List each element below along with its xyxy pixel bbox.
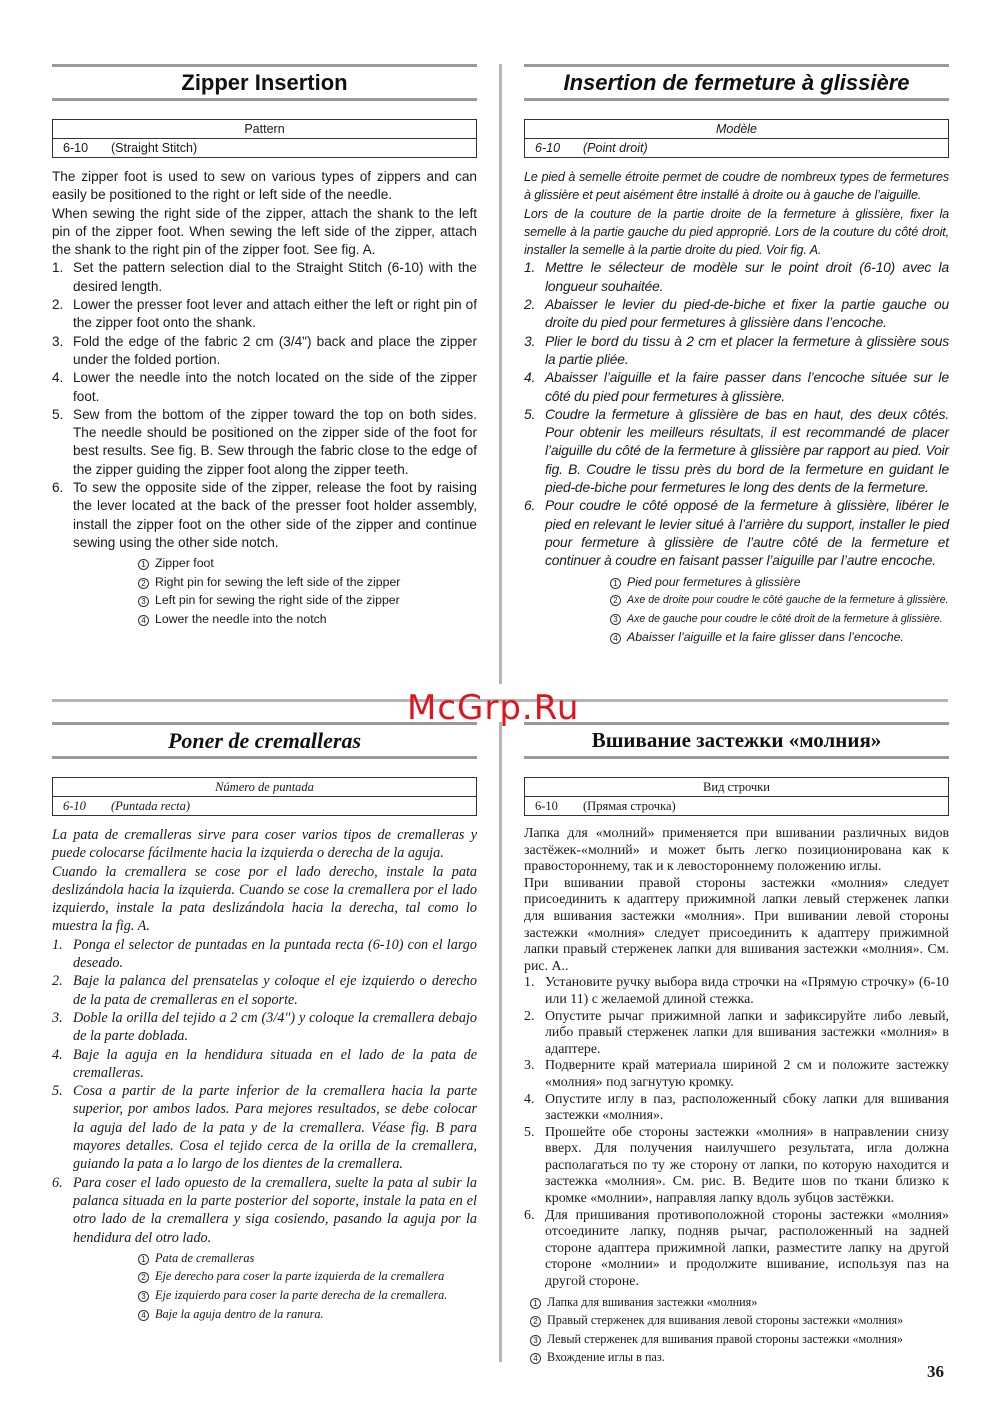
- circled-number-icon: 4: [138, 615, 149, 626]
- step-item: 2. Опустите рычаг прижимной лапки и зафиксируйте либо левый, либо правый стерженек лапки для вшивания застежки «молния» в адаптере.: [524, 1008, 949, 1057]
- pattern-table-english: [52, 119, 477, 158]
- step-item: 2. Lower the presser foot lever and attach either the left or right pin of the zipper foot onto the shank.: [52, 297, 477, 331]
- intro-paragraph: При вшивании правой стороны застежки «молния» следует присоединить к адаптеру прижимной лапки левый стерженек лапки для вшивания застежки «молния». При вшивании левой стороны застежки «молния» следует присоединить к адаптеру прижимной лапки правый стерженек лапки для вшивания застежки «молния». См. рис. А..: [524, 875, 949, 974]
- pattern-table-spanish: [52, 777, 477, 816]
- step-item: 3. Doble la orilla del tejido a 2 cm (3/4") y coloque la cremallera debajo de la parte doblada.: [52, 1009, 477, 1045]
- pattern-table-row: [525, 139, 949, 158]
- watermark: McGrp.Ru: [407, 688, 580, 728]
- step-item: 6. Для пришивания противоположной стороны застежки «молния» отсоедините лапку, подняв рычаг, расположенный на задней стороне адаптера прижимной лапки, разместите лапку на другой стороне «молнии» и продолжите вшивание, используя паз на другой стороне.: [524, 1207, 949, 1290]
- callout-item: 2 Right pin for sewing the left side of the zipper: [138, 573, 477, 592]
- pattern-table-header: Вид строчки: [525, 778, 949, 797]
- callout-list-spanish: [138, 1249, 477, 1323]
- circled-number-icon: 1: [610, 578, 621, 589]
- pattern-table-french: [524, 119, 949, 158]
- callout-item: 1 Лапка для вшивания застежки «молния»: [530, 1293, 949, 1312]
- callout-item: 4 Abaisser l’aiguille et la faire glisser dans l’encoche.: [610, 628, 949, 647]
- pattern-code: 6-10: [63, 141, 89, 155]
- step-item: 4. Lower the needle into the notch located on the side of the zipper foot.: [52, 370, 477, 404]
- callout-item: 4 Baje la aguja dentro de la ranura.: [138, 1305, 477, 1324]
- step-item: 4. Baje la aguja en la hendidura situada en el lado de la pata de cremalleras.: [52, 1046, 477, 1081]
- step-item: 1. Ponga el selector de puntadas en la puntada recta (6-10) con el largo deseado.: [52, 936, 477, 972]
- callout-item: 1 Zipper foot: [138, 554, 477, 573]
- callout-list-english: [138, 554, 477, 628]
- callout-item: 3 Axe de gauche pour coudre le côté droit de la fermeture à glissière.: [610, 610, 949, 629]
- callout-item: 3 Левый стерженек для вшивания правой стороны застежки «молния»: [530, 1330, 949, 1349]
- section-russian: [524, 722, 949, 1367]
- callout-item: 3 Eje izquierdo para coser la parte derecha de la cremallera.: [138, 1286, 477, 1305]
- circled-number-icon: 3: [138, 596, 149, 607]
- callout-item: 1 Pied pour fermetures à glissière: [610, 573, 949, 592]
- circled-number-icon: 2: [610, 595, 621, 606]
- step-item: 6. Pour coudre le côté opposé de la fermeture à glissière, libérer le pied en relevant le levier situé à l’arrière du support, installer le pied pour fermeture à glissière de l’autre côté de la fermeture et continuer à coudre en faisant passer l’aiguille par l’autre encoche.: [524, 498, 949, 569]
- callout-item: 3 Left pin for sewing the right side of the zipper: [138, 591, 477, 610]
- step-item: 2. Baje la palanca del prensatelas y coloque el eje izquierdo o derecho de la pata de cremalleras en el soporte.: [52, 973, 477, 1008]
- intro-paragraph: Le pied à semelle étroite permet de coudre de nombreux types de fermetures à glissière et peut aisément être installé à droite ou à gauche de l’aiguille.: [524, 170, 949, 203]
- section-title-spanish: Poner de cremalleras: [52, 722, 477, 759]
- circled-number-icon: 4: [530, 1353, 541, 1364]
- intro-paragraph: La pata de cremalleras sirve para coser varios tipos de cremalleras y puede colocarse fácilmente hacia la izquierda o derecha de la aguja.: [52, 827, 477, 862]
- step-item: 1. Установите ручку выбора вида строчки на «Прямую строчку» (6-10 или 11) с желаемой длиной стежка.: [524, 975, 949, 1007]
- circled-number-icon: 4: [138, 1310, 149, 1321]
- step-item: 1. Mettre le sélecteur de modèle sur le point droit (6-10) avec la longueur souhaitée.: [524, 260, 949, 294]
- intro-paragraph: When sewing the right side of the zipper, attach the shank to the left pin of the zipper foot. When sewing the left side of the zipper, attach the shank to the right pin of the zipper foot. See fig. A.: [52, 205, 477, 258]
- pattern-table-header: Modèle: [525, 120, 949, 139]
- section-english: [52, 64, 477, 629]
- pattern-code: 6-10: [63, 798, 86, 813]
- circled-number-icon: 3: [610, 614, 621, 625]
- intro-paragraph: The zipper foot is used to sew on various types of zippers and can easily be positioned to the right or left side of the needle.: [52, 169, 477, 203]
- pattern-table-header: Número de puntada: [53, 778, 477, 797]
- pattern-stitch: (Puntada recta): [111, 798, 191, 813]
- step-item: 6. Para coser el lado opuesto de la cremallera, suelte la pata al subir la palanca situada en la parte posterior del soporte, instale la pata en el otro lado de la cremallera y siga cosiendo, pasando la aguja por la hendidura del otro lado.: [52, 1174, 477, 1246]
- step-item: 5. Sew from the bottom of the zipper toward the top on both sides. The needle should be positioned on the zipper side of the foot for best results. See fig. B. Sew through the fabric close to the edge of the zipper guiding the zipper foot along the zipper teeth.: [52, 406, 477, 477]
- pattern-table-russian: [524, 777, 949, 816]
- step-item: 4. Abaisser l’aiguille et la faire passer dans l’encoche située sur le côté du pied pour fermetures à glissière.: [524, 370, 949, 404]
- circled-number-icon: 4: [610, 633, 621, 644]
- step-item: 2. Abaisser le levier du pied-de-biche et fixer la partie gauche ou droite du pied pour fermetures à glissière dans l’encoche.: [524, 297, 949, 331]
- circled-number-icon: 2: [138, 578, 149, 589]
- callout-item: 2 Axe de droite pour coudre le côté gauche de la fermeture à glissière.: [610, 591, 949, 610]
- callout-item: 4 Вхождение иглы в паз.: [530, 1348, 949, 1367]
- body-text-english: [52, 168, 477, 552]
- column-divider-bottom: [499, 722, 502, 1362]
- circled-number-icon: 1: [138, 559, 149, 570]
- pattern-table-row: [525, 797, 949, 816]
- step-item: 5. Прошейте обе стороны застежки «молния» в направлении снизу вверх. Для получения наилучшего результата, игла должна располагаться по ту же сторону от лапки, по которую находится и застежка «молния». См. рис. В. Ведите шов по ткани близко к кромке «молнии», направляя лапку вдоль зубцов застёжки.: [524, 1124, 949, 1207]
- circled-number-icon: 2: [530, 1316, 541, 1327]
- section-french: [524, 64, 949, 647]
- page-number: 36: [927, 1362, 944, 1381]
- column-divider-top: [499, 64, 502, 684]
- circled-number-icon: 3: [138, 1291, 149, 1302]
- step-list-french: [524, 259, 949, 570]
- circled-number-icon: 3: [530, 1335, 541, 1346]
- body-text-russian: [524, 826, 949, 1291]
- pattern-table-header: Pattern: [53, 120, 477, 139]
- pattern-stitch: (Point droit): [583, 141, 648, 155]
- pattern-code: 6-10: [535, 141, 561, 155]
- circled-number-icon: 1: [138, 1254, 149, 1265]
- callout-item: 4 Lower the needle into the notch: [138, 610, 477, 629]
- pattern-stitch: (Прямая строчка): [583, 798, 676, 813]
- pattern-table-row: [53, 139, 477, 158]
- circled-number-icon: 2: [138, 1272, 149, 1283]
- step-item: 3. Fold the edge of the fabric 2 cm (3/4") back and place the zipper under the folded portion.: [52, 333, 477, 367]
- pattern-table-row: [53, 797, 477, 816]
- body-text-spanish: [52, 826, 477, 1247]
- step-item: 5. Cosa a partir de la parte inferior de la cremallera hacia la parte superior, por ambos lados. Para mejores resultados, se debe colocar la aguja del lado de la pata y de la cremallera. Véase fig. B para mayores detalles. Cosa el tejido cerca de la orilla de la cremallera, guiando la pata a lo largo de los dientes de la cremallera.: [52, 1083, 477, 1173]
- intro-paragraph: Лапка для «молний» применяется при вшивании различных видов застёжек-«молний» и может быть легко позиционирована как к правостороннему, так и к левостороннему положению иглы.: [524, 826, 949, 875]
- callout-list-french: [610, 573, 949, 647]
- callout-item: 2 Eje derecho para coser la parte izquierda de la cremallera: [138, 1267, 477, 1286]
- step-item: 1. Set the pattern selection dial to the Straight Stitch (6-10) with the desired length.: [52, 260, 477, 294]
- callout-list-russian: [530, 1293, 949, 1367]
- section-title-english: Zipper Insertion: [52, 64, 477, 101]
- intro-paragraph: Cuando la cremallera se cose por el lado derecho, instale la pata deslizándola hacia la izquierda. Cuando se cose la cremallera por el lado izquierdo, instale la pata deslizándola hacia la derecha, tal como lo muestra la fig. A.: [52, 863, 477, 935]
- pattern-code: 6-10: [535, 798, 558, 813]
- circled-number-icon: 1: [530, 1298, 541, 1309]
- step-item: 4. Опустите иглу в паз, расположенный сбоку лапки для вшивания застежки «молния».: [524, 1091, 949, 1124]
- pattern-stitch: (Straight Stitch): [111, 141, 198, 155]
- callout-item: 1 Pata de cremalleras: [138, 1249, 477, 1268]
- intro-paragraph: Lors de la couture de la partie droite de la fermeture à glissière, fixer la semelle à la partie gauche du pied approprié. Lors de la couture du côté droit, installer la semelle à la partie droite du pied. Voir fig. A.: [524, 206, 949, 258]
- step-item: 5. Coudre la fermeture à glissière de bas en haut, des deux côtés. Pour obtenir les meilleurs résultats, il est recommandé de placer l’aiguille du côté de la fermeture à glissière par rapport au pied. Voir fig. B. Coudre le tissu près du bord de la fermeture en guidant le pied-de-biche pour fermetures le long des dents de la fermeture.: [524, 406, 949, 496]
- section-spanish: [52, 722, 477, 1323]
- step-list-russian: [524, 975, 949, 1290]
- step-list-spanish: [52, 936, 477, 1247]
- step-item: 3. Подверните край материала шириной 2 см и положите застежку «молния» под загнутую кромку.: [524, 1058, 949, 1090]
- section-title-russian: Вшивание застежки «молния»: [524, 722, 949, 759]
- step-list-english: [52, 259, 477, 552]
- step-item: 3. Plier le bord du tissu à 2 cm et placer la fermeture à glissière sous la partie pliée.: [524, 333, 949, 367]
- section-title-french: Insertion de fermeture à glissière: [524, 64, 949, 101]
- callout-item: 2 Правый стерженек для вшивания левой стороны застежки «молния»: [530, 1311, 949, 1330]
- step-item: 6. To sew the opposite side of the zipper, release the foot by raising the lever located at the back of the presser foot holder assembly, install the zipper foot on the other side of the zipper and continue sewing using the other side notch.: [52, 480, 477, 550]
- body-text-french: [524, 168, 949, 571]
